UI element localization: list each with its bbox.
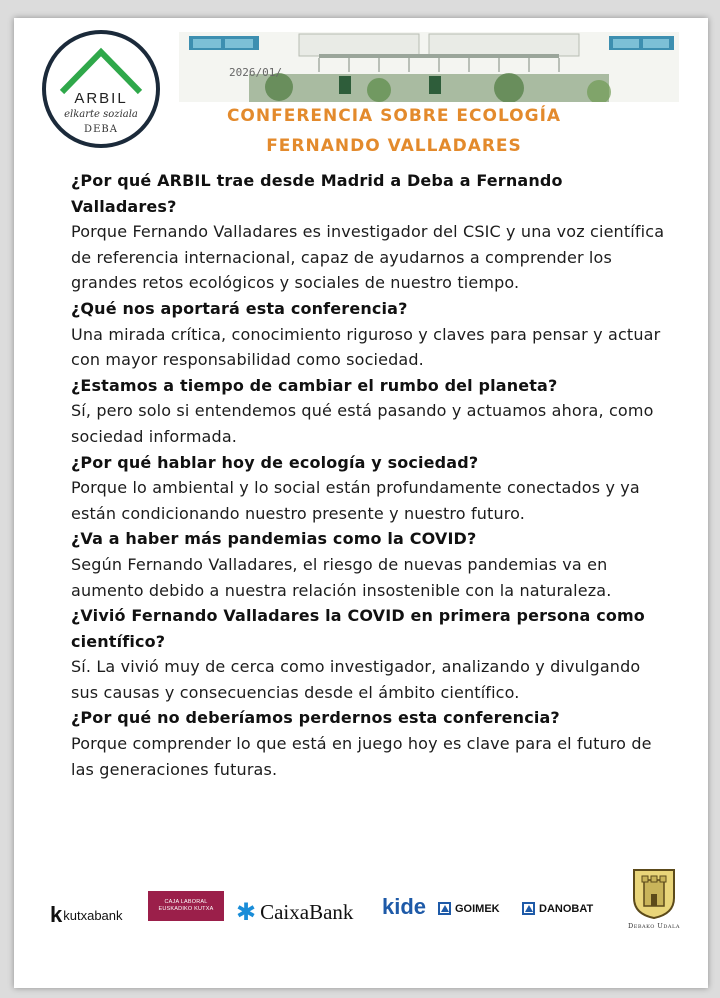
answer: Porque Fernando Valladares es investigador del CSIC y una voz científica de referencia internacional, capaz de ayudarnos a comprender los grandes retos ecológicos y sociales de nuestro tiempo. xyxy=(71,222,665,293)
photo-date-stamp: 2026/01/ xyxy=(229,66,282,79)
question: ¿Por qué ARBIL trae desde Madrid a Deba a Fernando Valladares? xyxy=(71,171,563,216)
coat-of-arms-icon xyxy=(630,866,678,920)
question: ¿Por qué no deberíamos perdernos esta conferencia? xyxy=(71,708,560,728)
goimek-label: GOIMEK xyxy=(455,902,500,915)
caja-laboral-line2: EUSKADIKO KUTXA xyxy=(158,906,214,912)
caixabank-label: CaixaBank xyxy=(260,900,354,924)
conference-title: CONFERENCIA SOBRE ECOLOGÍA xyxy=(226,106,562,126)
logo-town: DEBA xyxy=(84,124,118,135)
kide-logo xyxy=(382,894,426,920)
answer: Sí, pero solo si entendemos qué está pasando y actuamos ahora, como sociedad informada. xyxy=(71,401,654,446)
debako-udala-label: Debako Udala xyxy=(628,922,680,930)
logo-subtitle: elkarte soziala xyxy=(64,109,138,120)
caixabank-star-icon: ✱ xyxy=(236,900,257,926)
question: ¿Estamos a tiempo de cambiar el rumbo del planeta? xyxy=(71,375,558,395)
building-photo xyxy=(179,32,679,102)
sponsor-logos xyxy=(50,888,690,948)
question: ¿Va a haber más pandemias como la COVID? xyxy=(71,529,477,549)
answer: Porque comprender lo que está en juego hoy es clave para el futuro de las generaciones futuras. xyxy=(71,734,652,779)
answer: Sí. La vivió muy de cerca como investigador, analizando y divulgando sus causas y consecuencias desde el ámbito científico. xyxy=(71,657,641,702)
caja-laboral-logo xyxy=(148,891,224,921)
answer: Según Fernando Valladares, el riesgo de nuevas pandemias va en aumento debido a nuestra relación insostenible con la naturaleza. xyxy=(71,554,612,600)
roof-icon xyxy=(56,46,146,96)
kutxabank-label: kutxabank xyxy=(63,907,123,923)
question: ¿Por qué hablar hoy de ecología y sociedad? xyxy=(71,452,479,472)
answer: Porque lo ambiental y lo social están profundamente conectados y ya están condicionando nuestro presente y nuestro futuro. xyxy=(71,478,640,523)
qa-content xyxy=(71,168,671,782)
logo-name: ARBIL xyxy=(74,90,128,107)
kutxabank-logo xyxy=(50,902,123,928)
danobat-label: DANOBAT xyxy=(539,902,594,915)
danobat-triangle-icon xyxy=(522,902,535,915)
arbil-logo xyxy=(42,30,160,148)
danobat-logo xyxy=(522,902,593,915)
flyer-page xyxy=(14,18,708,988)
kide-label: kide xyxy=(382,894,427,919)
question: ¿Vivió Fernando Valladares la COVID en primera persona como científico? xyxy=(71,606,645,651)
caja-laboral-line1: CAJA LABORAL xyxy=(164,899,208,905)
caixabank-logo xyxy=(236,898,353,927)
speaker-name: FERNANDO VALLADARES xyxy=(266,136,522,156)
goimek-triangle-icon xyxy=(438,902,451,915)
kutxabank-k-icon: k xyxy=(50,902,63,927)
debako-udala-logo xyxy=(622,866,686,930)
question: ¿Qué nos aportará esta conferencia? xyxy=(71,298,408,318)
answer: Una mirada crítica, conocimiento riguroso y claves para pensar y actuar con mayor responsabilidad como sociedad. xyxy=(71,324,661,370)
goimek-logo xyxy=(438,902,500,915)
